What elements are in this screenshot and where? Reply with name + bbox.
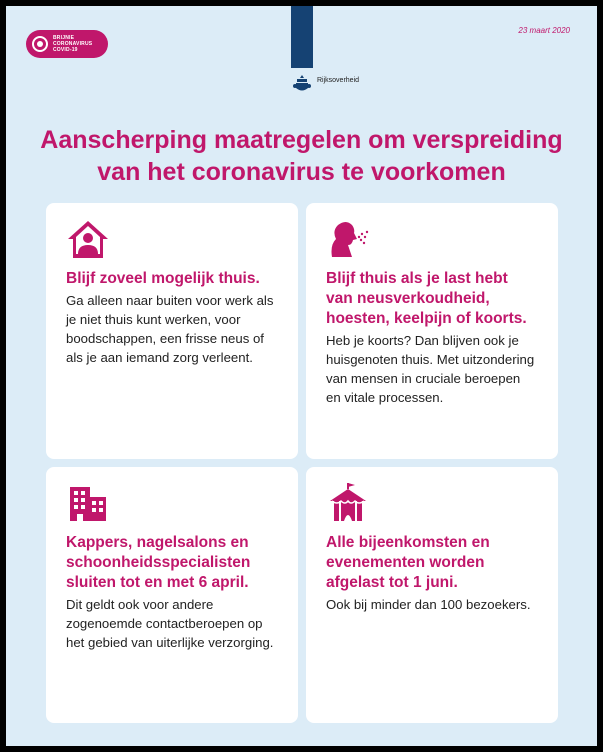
royal-coat-of-arms-icon xyxy=(293,74,311,94)
rijksoverheid-ribbon xyxy=(291,6,313,68)
card-heading: Alle bijeenkomsten en evenementen worden afgelast tot 1 juni. xyxy=(326,534,490,591)
title-line-1: Aanscherping maatregelen om verspreiding xyxy=(40,126,563,154)
card-body: Heb je koorts? Dan blijven ook je huisgenoten thuis. Met uitzondering van mensen in cruciale beroepen en vitale processen. xyxy=(326,333,535,405)
measure-card-contact-professions xyxy=(46,467,298,723)
poster xyxy=(6,6,597,746)
coronavirus-badge xyxy=(26,30,108,58)
virus-icon xyxy=(32,36,48,52)
badge-line-1: BRIJNIE xyxy=(53,35,75,41)
coughing-person-icon xyxy=(326,217,370,261)
badge-line-2: CORONAVIRUS xyxy=(53,41,93,47)
title-line-2: van het coronavirus te voorkomen xyxy=(97,158,506,186)
badge-line-3: COVID-19 xyxy=(53,47,78,53)
measure-card-events xyxy=(306,467,558,723)
publication-date: 23 maart 2020 xyxy=(518,26,570,35)
card-body: Dit geldt ook voor andere zogenoemde contactberoepen op het gebied van uiterlijke verzorging. xyxy=(66,597,274,650)
card-body: Ook bij minder dan 100 bezoekers. xyxy=(326,597,531,612)
measure-card-stay-home xyxy=(46,203,298,459)
card-heading: Blijf thuis als je last hebt van neusverkoudheid, hoesten, keelpijn of koorts. xyxy=(326,270,527,327)
card-heading: Blijf zoveel mogelijk thuis. xyxy=(66,270,260,287)
card-heading: Kappers, nagelsalons en schoonheidsspecialisten sluiten tot en met 6 april. xyxy=(66,534,251,591)
house-person-icon xyxy=(66,217,110,261)
circus-tent-icon xyxy=(326,481,370,525)
measure-card-symptoms xyxy=(306,203,558,459)
office-building-icon xyxy=(66,481,110,525)
rijksoverheid-logo-text: Rijksoverheid xyxy=(317,77,360,84)
card-body: Ga alleen naar buiten voor werk als je niet thuis kunt werken, voor boodschappen, een frisse neus of als je aan iemand zorg verleent. xyxy=(66,293,274,365)
page-title xyxy=(6,124,597,188)
